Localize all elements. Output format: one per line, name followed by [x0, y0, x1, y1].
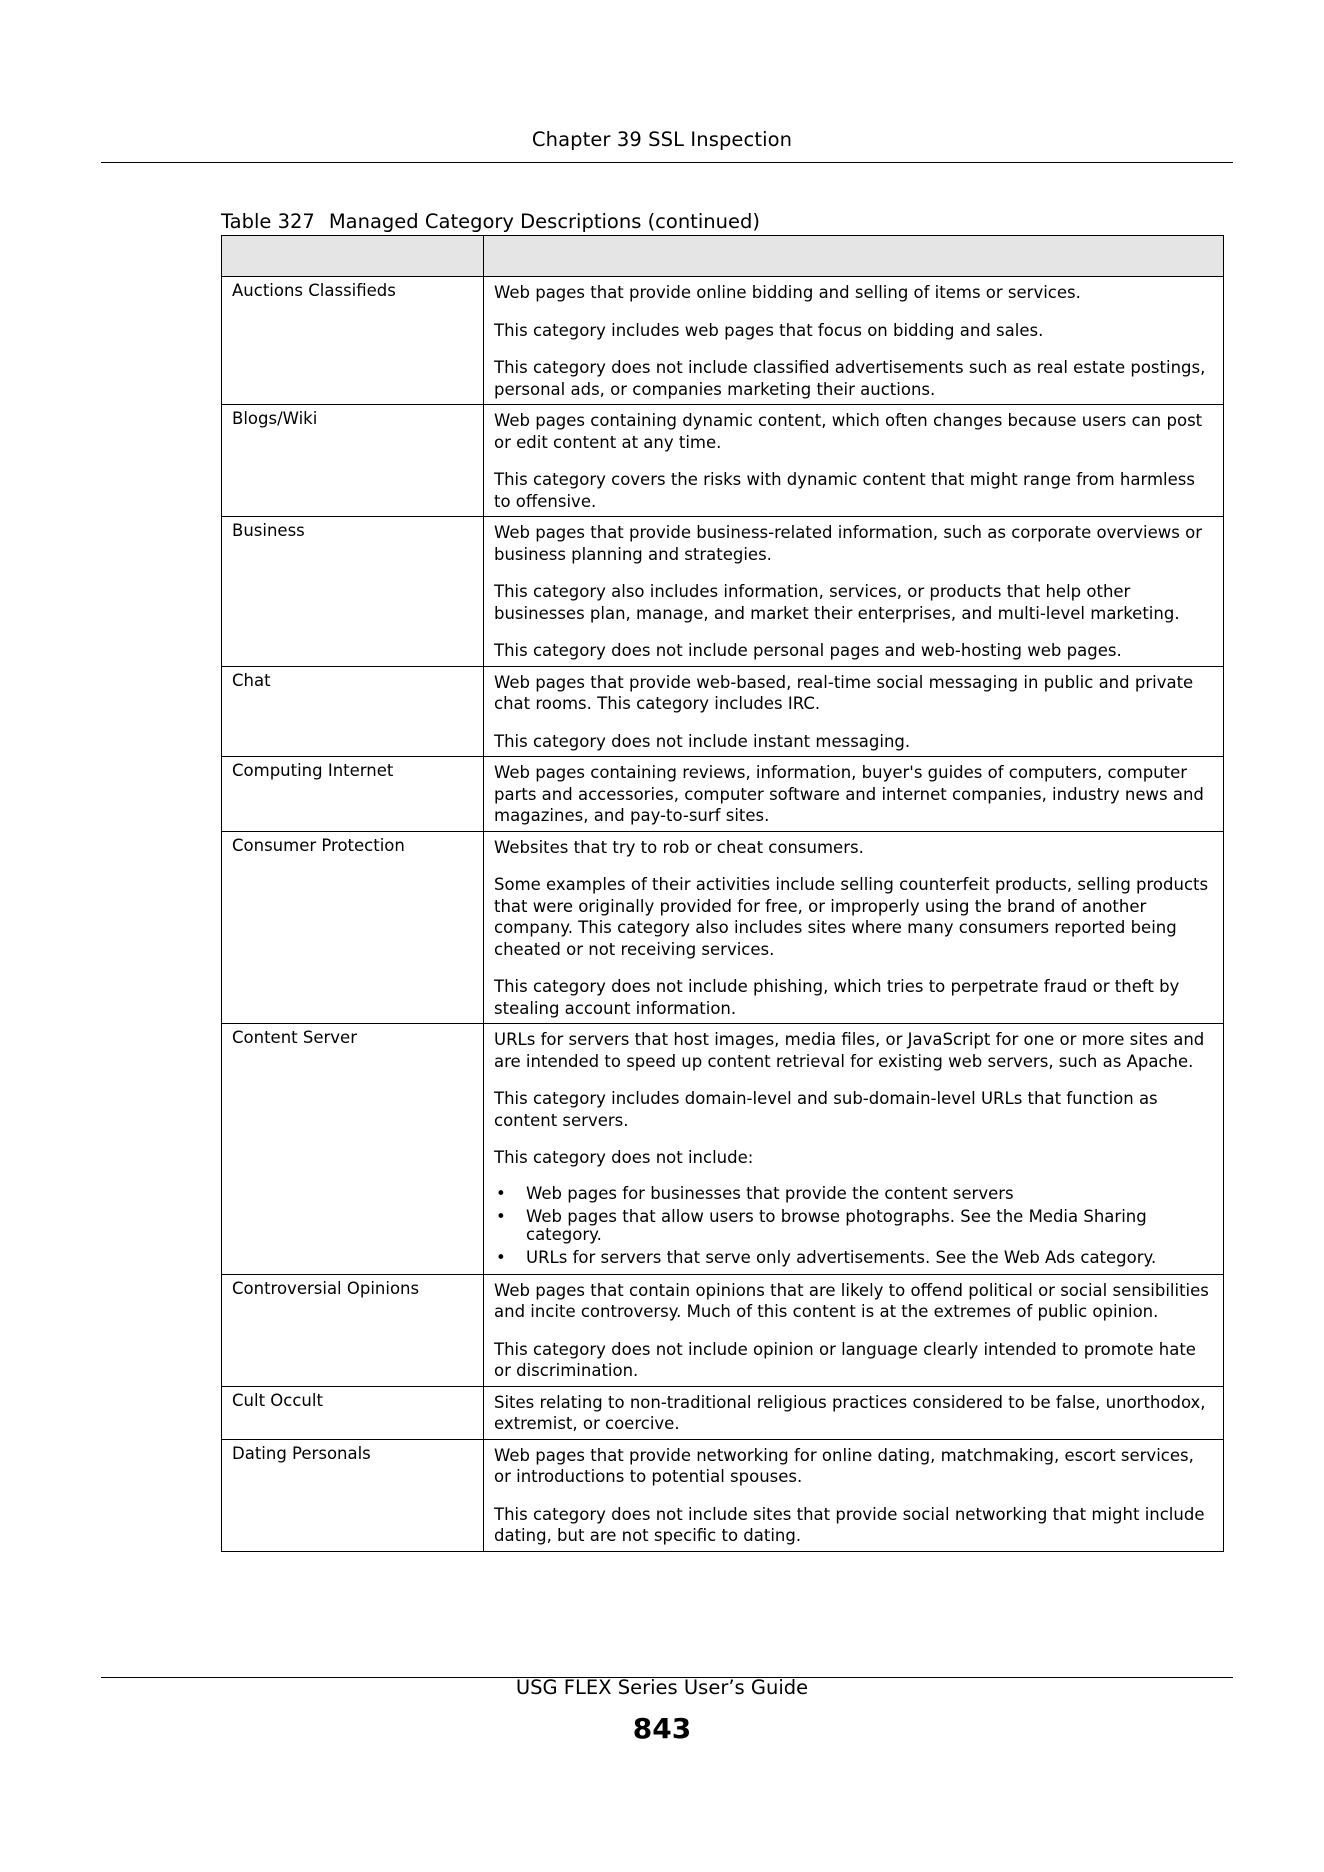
- description-paragraph: URLs for servers that host images, media files, or JavaScript for one or more sites and are intended to speed up content retrieval for existing web servers, such as Apache.: [494, 1030, 1205, 1071]
- description-paragraph: This category does not include sites that provide social networking that might include dating, but are not specific to dating.: [494, 1504, 1205, 1545]
- category-name: Content Server: [222, 1024, 484, 1275]
- exclusion-list: [494, 1185, 1213, 1267]
- category-description: [484, 277, 1224, 405]
- description-paragraph: This category does not include personal pages and web-hosting web pages.: [494, 641, 1122, 660]
- description-paragraph: This category does not include instant messaging.: [494, 731, 911, 751]
- description-paragraph: Web pages that provide networking for online dating, matchmaking, escort services, or introductions to potential spouses.: [494, 1445, 1194, 1486]
- table-row: [222, 1274, 1224, 1386]
- table-row: [222, 757, 1224, 832]
- table-row: [222, 517, 1224, 667]
- category-name: Controversial Opinions: [222, 1274, 484, 1386]
- table-number: Table 327: [221, 210, 315, 233]
- chapter-header: Chapter 39 SSL Inspection: [531, 128, 793, 151]
- category-description: [484, 517, 1224, 667]
- category-description: [484, 1386, 1224, 1439]
- guide-title: USG FLEX Series User’s Guide: [515, 1676, 809, 1699]
- category-description: [484, 831, 1224, 1024]
- table-row: [222, 1439, 1224, 1551]
- table-caption: [221, 210, 760, 233]
- category-table: [221, 235, 1224, 1552]
- table-row: [222, 831, 1224, 1024]
- category-name: Dating Personals: [222, 1439, 484, 1551]
- category-name: Blogs/Wiki: [222, 405, 484, 517]
- list-item: • Web pages for businesses that provide the content servers: [494, 1185, 1213, 1203]
- category-name: Consumer Protection: [222, 831, 484, 1024]
- description-paragraph: Websites that try to rob or cheat consumers.: [494, 837, 864, 857]
- header-rule: [101, 162, 1233, 163]
- category-description: [484, 405, 1224, 517]
- description-paragraph: Web pages containing reviews, information, buyer's guides of computers, computer parts and accessories, computer software and internet companies, industry news and magazines, and pay-to-surf sites.: [494, 763, 1204, 825]
- description-paragraph: Web pages that provide online bidding and selling of items or services.: [494, 283, 1081, 302]
- header-cell-label: [222, 236, 484, 277]
- table-row: [222, 405, 1224, 517]
- table-row: [222, 277, 1224, 405]
- table-row: [222, 1024, 1224, 1275]
- table-row: [222, 666, 1224, 757]
- description-paragraph: This category includes domain-level and sub-domain-level URLs that function as content servers.: [494, 1089, 1158, 1130]
- category-description: [484, 757, 1224, 832]
- description-paragraph: Sites relating to non-traditional religious practices considered to be false, unorthodox, extremist, or coercive.: [494, 1392, 1206, 1433]
- table-title: Managed Category Descriptions (continued): [328, 210, 760, 233]
- category-name: Auctions Classifieds: [222, 277, 484, 405]
- description-paragraph: This category covers the risks with dynamic content that might range from harmless to offensive.: [494, 470, 1195, 511]
- category-description: [484, 1439, 1224, 1551]
- description-paragraph: This category also includes information, services, or products that help other businesses plan, manage, and market their enterprises, and multi-level marketing.: [494, 582, 1180, 623]
- description-paragraph: This category does not include phishing, which tries to perpetrate fraud or theft by stealing account information.: [494, 977, 1180, 1018]
- category-name: Computing Internet: [222, 757, 484, 832]
- category-name: Cult Occult: [222, 1386, 484, 1439]
- description-paragraph: Some examples of their activities include selling counterfeit products, selling products that were originally provided for free, or improperly using the brand of another company. This category also includes sites where many consumers reported being cheated or not receiving services.: [494, 875, 1209, 959]
- list-item: • Web pages that allow users to browse photographs. See the Media Sharing category.: [494, 1208, 1213, 1244]
- description-paragraph: Web pages that provide web-based, real-time social messaging in public and private chat rooms. This category includes IRC.: [494, 672, 1194, 713]
- table-row: [222, 1386, 1224, 1439]
- description-paragraph: Web pages containing dynamic content, which often changes because users can post or edit content at any time.: [494, 411, 1203, 452]
- category-description: [484, 666, 1224, 757]
- category-description: [484, 1274, 1224, 1386]
- description-paragraph: This category does not include:: [494, 1148, 754, 1167]
- category-name: Business: [222, 517, 484, 667]
- header-cell-description: [484, 236, 1224, 277]
- description-paragraph: This category does not include opinion or language clearly intended to promote hate or discrimination.: [494, 1339, 1196, 1380]
- description-paragraph: This category includes web pages that focus on bidding and sales.: [494, 320, 1044, 340]
- category-name: Chat: [222, 666, 484, 757]
- description-paragraph: Web pages that provide business-related information, such as corporate overviews or business planning and strategies.: [494, 523, 1202, 564]
- category-description: [484, 1024, 1224, 1275]
- table-header-row: [222, 236, 1224, 277]
- description-paragraph: Web pages that contain opinions that are likely to offend political or social sensibilities and incite controversy. Much of this content is at the extremes of public opinion.: [494, 1280, 1209, 1321]
- list-item: • URLs for servers that serve only advertisements. See the Web Ads category.: [494, 1249, 1213, 1267]
- page-number: 843: [632, 1712, 692, 1745]
- description-paragraph: This category does not include classified advertisements such as real estate postings, personal ads, or companies marketing their auctions.: [494, 358, 1206, 399]
